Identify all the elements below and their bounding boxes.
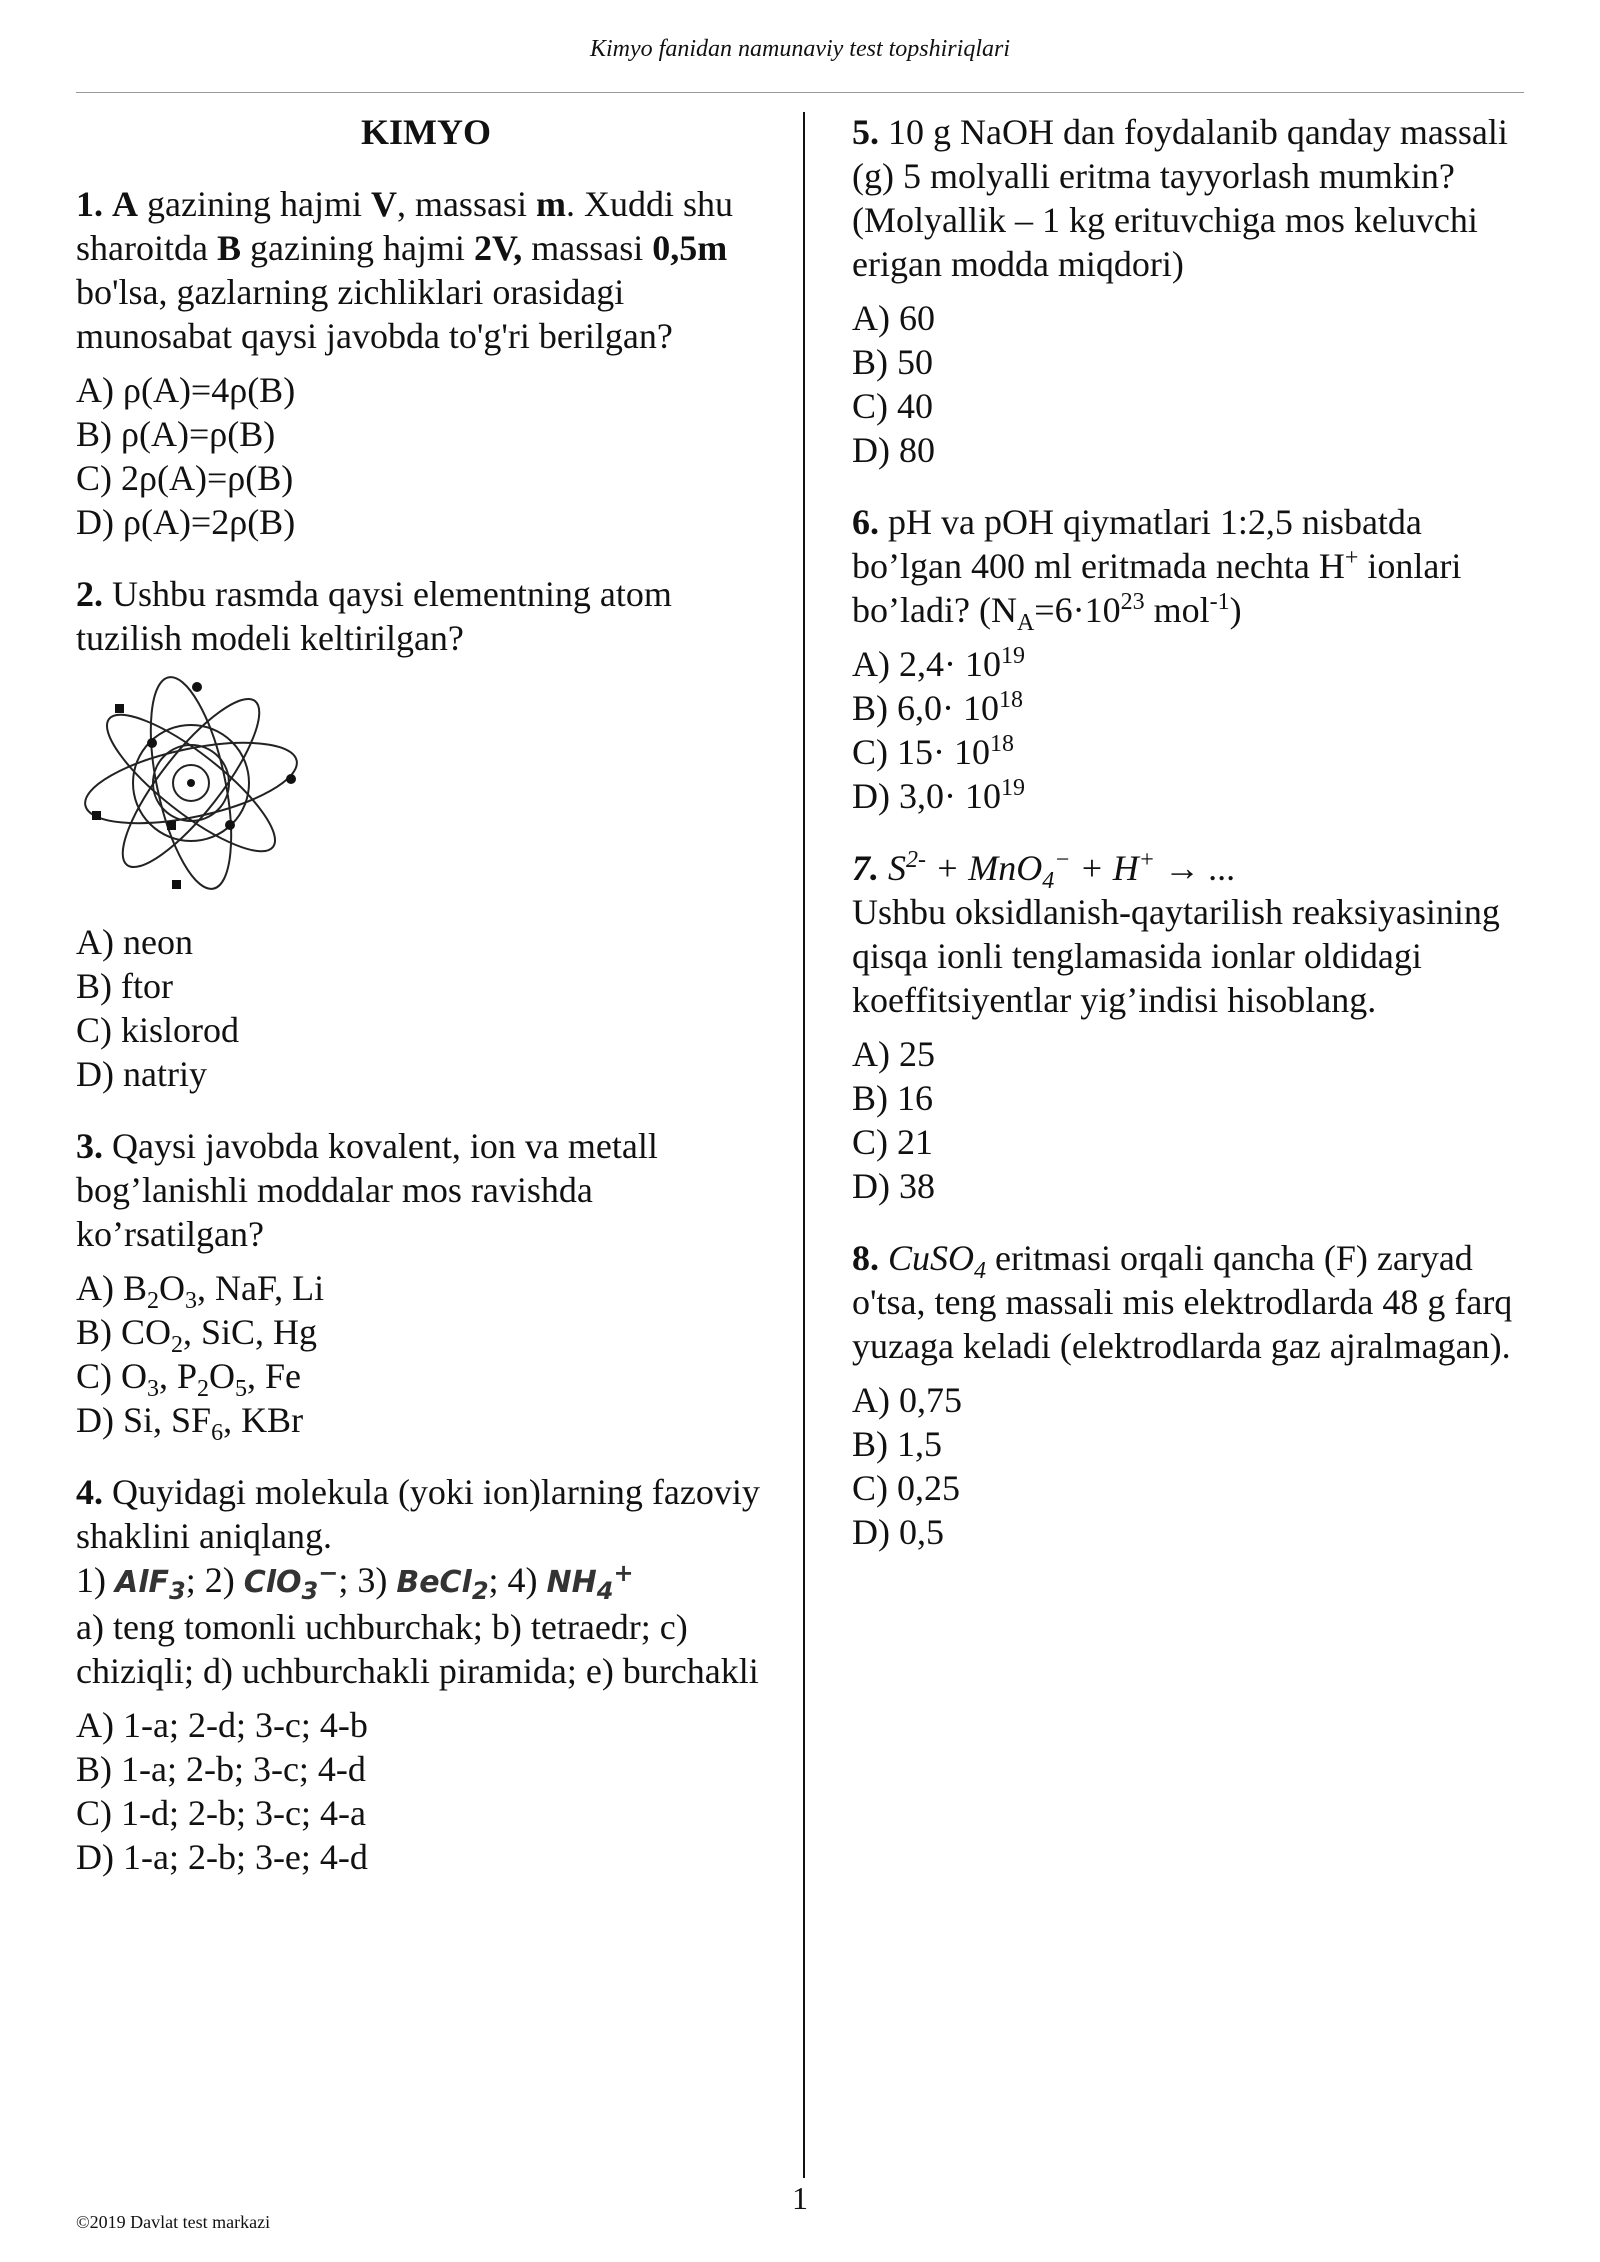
option-c[interactable]: C) 2ρ(A)=ρ(B) xyxy=(76,458,294,498)
option-a[interactable]: A) 60 xyxy=(852,298,935,338)
question-8 xyxy=(852,1236,1532,1554)
formula-alf3: AlF$_3$ xyxy=(115,1565,186,1605)
question-number: 1. xyxy=(76,184,103,224)
option-c[interactable]: C) 0,25 xyxy=(852,1468,960,1508)
question-7 xyxy=(852,846,1532,1208)
option-a[interactable]: A) $B_2O_3$, NaF, Li xyxy=(76,1268,325,1315)
option-b[interactable]: B) 50 xyxy=(852,342,933,382)
answer-options xyxy=(76,368,776,544)
right-column xyxy=(852,110,1532,1582)
option-b[interactable]: B) 1,5 xyxy=(852,1424,942,1464)
option-b[interactable]: B) 16 xyxy=(852,1078,933,1118)
question-3-text: 3. Qaysi javobda kovalent, ion va metall bog’lanishli moddalar mos ravishda ko’rsatilgan? xyxy=(76,1126,658,1254)
option-a[interactable]: A) neon xyxy=(76,922,193,962)
page-title: KIMYO xyxy=(361,112,491,152)
question-2-text: 2. Ushbu rasmda qaysi elementning atom tuzilish modeli keltirilgan? xyxy=(76,574,672,658)
option-b[interactable]: B) ρ(A)=ρ(B) xyxy=(76,414,276,454)
atom-model-figure xyxy=(76,668,306,898)
question-1 xyxy=(76,182,776,544)
option-b[interactable]: B) 1-a; 2-b; 3-c; 4-d xyxy=(76,1749,366,1789)
header-rule xyxy=(76,92,1524,93)
option-c[interactable]: C) $15\cdot 10^{18}$ xyxy=(852,731,1014,772)
page-header: Kimyo fanidan namunaviy test topshiriqlari xyxy=(590,36,1010,62)
question-1-text: 1. A gazining hajmi V, massasi m. Xuddi shu sharoitda B gazining hajmi 2V, massasi 0,5m bo'lsa, gazlarning zichliklari orasidagi munosabat qaysi javobda to'g'ri berilgan? xyxy=(76,184,733,356)
answer-options xyxy=(852,1378,1532,1554)
question-4-text: 4. Quyidagi molekula (yoki ion)larning fazoviy shaklini aniqlang. xyxy=(76,1472,760,1556)
formula-list: 1) AlF$_3$; 2) ClO$_3$−; 3) BeCl$_2$; 4) $NH_4^+$ xyxy=(76,1559,634,1605)
question-6 xyxy=(852,500,1532,818)
question-8-text: 8. CuSO$_4$ eritmasi orqali qancha (F) zaryad o'tsa, teng massali mis elektrodlarda 48 g farq yuzaga keladi (elektrodlarda gaz ajralmagan). xyxy=(852,1238,1513,1366)
answer-options xyxy=(852,296,1532,472)
question-2 xyxy=(76,572,776,1096)
option-b[interactable]: B) $6,0\cdot 10^{18}$ xyxy=(852,687,1023,728)
formula-becl2: BeCl$_2$ xyxy=(396,1565,489,1605)
column-divider xyxy=(803,112,805,2178)
option-a[interactable]: A) ρ(A)=4ρ(B) xyxy=(76,370,296,410)
option-d[interactable]: D) $3,0\cdot 10^{19}$ xyxy=(852,775,1025,816)
option-d[interactable]: D) 1-a; 2-b; 3-e; 4-d xyxy=(76,1837,368,1877)
question-number: 7. xyxy=(852,848,879,888)
answer-options xyxy=(852,1032,1532,1208)
option-c[interactable]: C) 40 xyxy=(852,386,933,426)
option-b[interactable]: B) $CO_2$, SiC, Hg xyxy=(76,1312,318,1359)
option-c[interactable]: C) kislorod xyxy=(76,1010,240,1050)
answer-options xyxy=(76,920,776,1096)
footer-copyright: ©2019 Davlat test markazi xyxy=(76,2212,271,2232)
question-5 xyxy=(852,110,1532,472)
question-number: 5. xyxy=(852,112,879,152)
question-4 xyxy=(76,1470,776,1879)
question-7-equation: 7. $S^{2-} + MnO_4^- + H^+$ → ... xyxy=(852,847,1236,895)
formula-nh4: $NH_4^+$ xyxy=(546,1559,634,1605)
question-5-text: 5. 10 g NaOH dan foydalanib qanday massali (g) 5 molyalli eritma tayyorlash mumkin? xyxy=(852,112,1508,196)
question-number: 6. xyxy=(852,502,879,542)
option-b[interactable]: B) ftor xyxy=(76,966,173,1006)
question-number: 2. xyxy=(76,574,103,614)
answer-options xyxy=(852,642,1532,818)
question-number: 3. xyxy=(76,1126,103,1166)
option-a[interactable]: A) 0,75 xyxy=(852,1380,962,1420)
option-a[interactable]: A) 25 xyxy=(852,1034,935,1074)
option-d[interactable]: D) Si, $SF_6$, KBr xyxy=(76,1400,304,1447)
option-a[interactable]: A) $2,4\cdot 10^{19}$ xyxy=(852,643,1025,684)
option-d[interactable]: D) 0,5 xyxy=(852,1512,944,1552)
shape-descriptions: a) teng tomonli uchburchak; b) tetraedr; c) chiziqli; d) uchburchakli piramida; e) burchakli xyxy=(76,1607,759,1691)
answer-options xyxy=(76,1703,776,1879)
page-number: 1 xyxy=(792,2180,808,2216)
answer-options xyxy=(76,1266,776,1447)
question-7-text: Ushbu oksidlanish-qaytarilish reaksiyasining qisqa ionli tenglamasida ionlar oldidagi koeffitsiyentlar yig’indisi hisoblang. xyxy=(852,892,1500,1020)
formula-clo3: ClO$_3$− xyxy=(243,1559,339,1605)
question-6-text: 6. pH va pOH qiymatlari 1:2,5 nisbatda bo’lgan 400 ml eritmada nechta H+ ionlari bo’ladi? ($N_A=6\cdot 10^{23}$ mol$^{-1}$) xyxy=(852,502,1462,637)
left-column xyxy=(76,110,776,1907)
option-c[interactable]: C) $O_3$, $P_2O_5$, Fe xyxy=(76,1356,302,1403)
option-c[interactable]: C) 1-d; 2-b; 3-c; 4-a xyxy=(76,1793,366,1833)
option-d[interactable]: D) 80 xyxy=(852,430,935,470)
question-5-note: (Molyallik – 1 kg erituvchiga mos keluvchi erigan modda miqdori) xyxy=(852,200,1478,284)
option-d[interactable]: D) 38 xyxy=(852,1166,935,1206)
question-3 xyxy=(76,1124,776,1447)
question-number: 8. xyxy=(852,1238,879,1278)
option-d[interactable]: D) natriy xyxy=(76,1054,207,1094)
option-c[interactable]: C) 21 xyxy=(852,1122,933,1162)
option-d[interactable]: D) ρ(A)=2ρ(B) xyxy=(76,502,296,542)
option-a[interactable]: A) 1-a; 2-d; 3-c; 4-b xyxy=(76,1705,368,1745)
question-number: 4. xyxy=(76,1472,103,1512)
